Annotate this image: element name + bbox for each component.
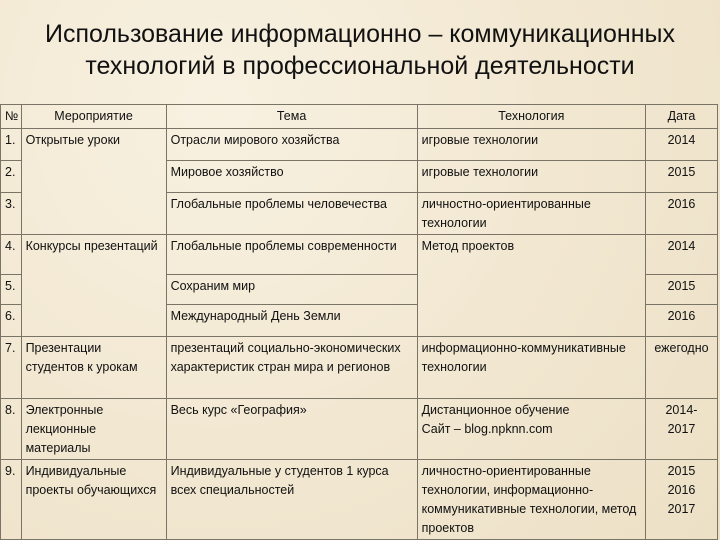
row-date: ежегодно <box>645 337 717 399</box>
row-no: 6. <box>1 305 22 337</box>
row-topic: Международный День Земли <box>166 305 417 337</box>
row-event: Презентации студентов к урокам <box>21 337 166 399</box>
row-date-line: 2014- <box>665 403 698 417</box>
row-date: 2014 <box>645 235 717 275</box>
row-topic: Глобальные проблемы современности <box>166 235 417 275</box>
row-date: 2016 <box>645 193 717 235</box>
row-technology: игровые технологии <box>417 129 645 161</box>
table-row <box>1 460 718 540</box>
header-date: Дата <box>645 105 717 129</box>
row-date: 2016 <box>645 305 717 337</box>
table-row <box>1 129 718 161</box>
title-line-2: технологий в профессиональной деятельности <box>85 52 635 80</box>
header-event: Мероприятие <box>21 105 166 129</box>
row-topic: Мировое хозяйство <box>166 161 417 193</box>
row-no: 8. <box>1 399 22 460</box>
row-technology: личностно-ориентированные технологии, информационно-коммуникативные технологии, метод проектов <box>417 460 645 540</box>
row-date: 2014 <box>645 129 717 161</box>
table-row <box>1 235 718 275</box>
table-row <box>1 337 718 399</box>
row-no: 7. <box>1 337 22 399</box>
row-technology-line: Сайт – blog.npknn.com <box>421 422 553 436</box>
row-technology-line: Дистанционное обучение <box>421 403 570 417</box>
row-event: Индивидуальные проекты обучающихся <box>21 460 166 540</box>
row-no: 1. <box>1 129 22 161</box>
row-date <box>645 460 717 540</box>
row-event: Открытые уроки <box>21 129 166 235</box>
row-date-line: 2015 <box>667 464 696 478</box>
row-no: 9. <box>1 460 22 540</box>
row-event: Электронные лекционные материалы <box>21 399 166 460</box>
page-title <box>0 18 720 82</box>
row-topic: Отрасли мирового хозяйства <box>166 129 417 161</box>
header-technology: Технология <box>417 105 645 129</box>
table-header-row <box>1 105 718 129</box>
row-no: 2. <box>1 161 22 193</box>
row-date-line: 2017 <box>667 422 696 436</box>
row-technology: информационно-коммуникативные технологии <box>417 337 645 399</box>
row-date: 2015 <box>645 161 717 193</box>
row-topic: Весь курс «География» <box>166 399 417 460</box>
row-technology: Метод проектов <box>417 235 645 337</box>
row-technology: личностно-ориентированные технологии <box>417 193 645 235</box>
events-table <box>0 104 718 540</box>
row-date: 2015 <box>645 275 717 305</box>
row-topic: Глобальные проблемы человечества <box>166 193 417 235</box>
row-no: 5. <box>1 275 22 305</box>
row-date-line: 2016 <box>667 483 696 497</box>
row-no: 4. <box>1 235 22 275</box>
header-no: № <box>1 105 22 129</box>
row-no: 3. <box>1 193 22 235</box>
row-date-line: 2017 <box>667 502 696 516</box>
row-topic: презентаций социально-экономических характеристик стран мира и регионов <box>166 337 417 399</box>
row-topic: Сохраним мир <box>166 275 417 305</box>
row-technology: игровые технологии <box>417 161 645 193</box>
row-topic: Индивидуальные у студентов 1 курса всех специальностей <box>166 460 417 540</box>
header-topic: Тема <box>166 105 417 129</box>
row-technology <box>417 399 645 460</box>
row-event: Конкурсы презентаций <box>21 235 166 337</box>
row-date <box>645 399 717 460</box>
title-line-1: Использование информационно – коммуникационных <box>44 20 676 48</box>
table-row <box>1 399 718 460</box>
